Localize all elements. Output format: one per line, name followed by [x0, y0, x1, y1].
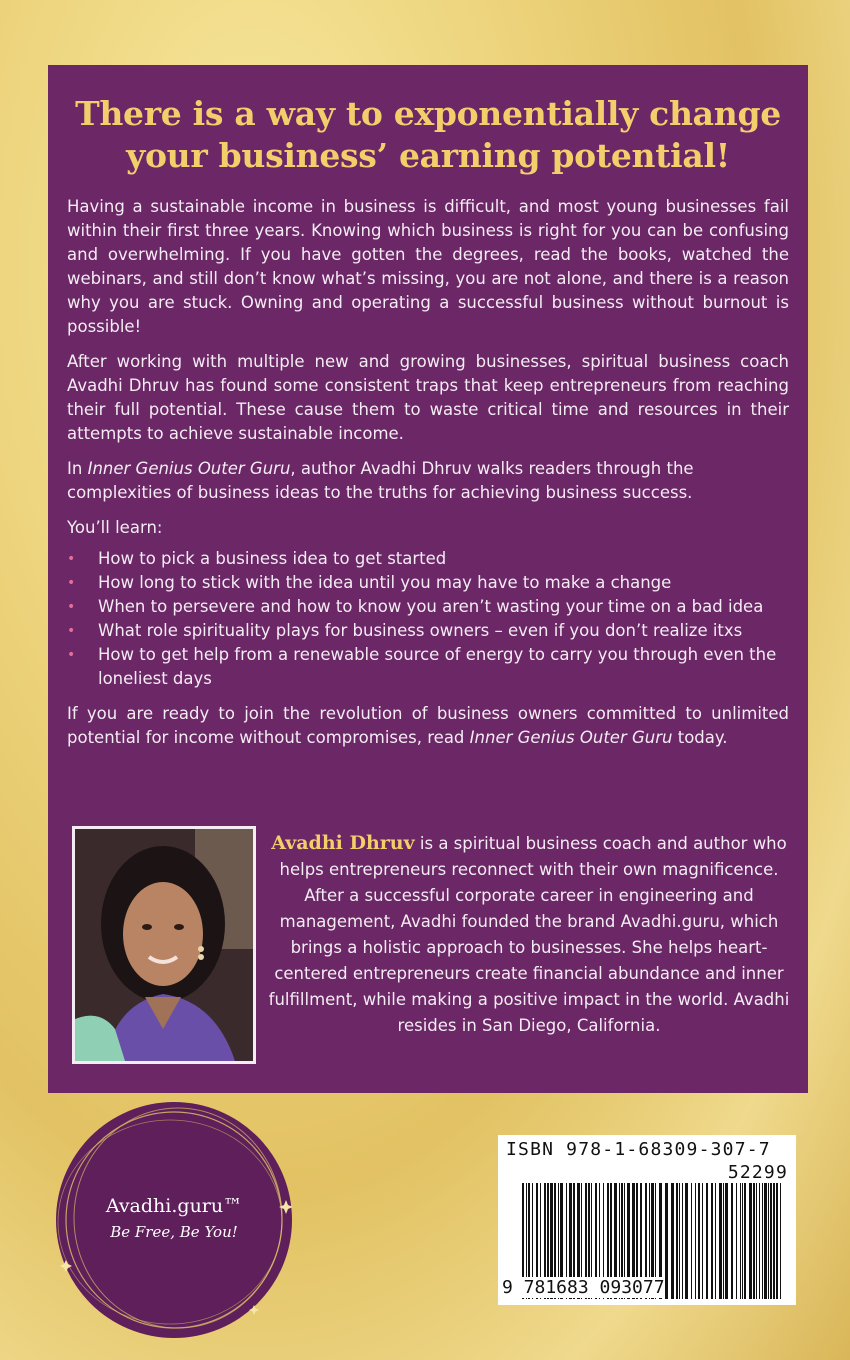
barcode-bar — [762, 1183, 763, 1299]
headline-line-2: your business’ earning potential! — [126, 136, 730, 175]
ean-digits-text: 9 781683 093077 — [502, 1277, 665, 1298]
list-item-text: When to persevere and how to know you aren’t wasting your time on a bad idea — [98, 597, 764, 616]
book-title: Inner Genius Outer Guru — [87, 459, 291, 478]
author-portrait-illustration — [75, 829, 253, 1061]
author-bio — [268, 830, 790, 1039]
isbn-barcode — [498, 1135, 796, 1305]
barcode-bar — [770, 1183, 772, 1299]
barcode-bar — [756, 1183, 757, 1299]
barcode-bar — [711, 1183, 713, 1299]
barcode-bar — [665, 1183, 668, 1299]
ean-digits — [502, 1277, 665, 1298]
list-item — [67, 619, 789, 643]
barcode-bar — [698, 1183, 700, 1299]
barcode-bar — [691, 1183, 692, 1299]
text-fragment: If you are ready to join the revolution of business owners committed to unlimited potential for income without compromises, read — [67, 704, 789, 747]
author-name: Avadhi Dhruv — [271, 832, 415, 854]
barcode-bar — [695, 1183, 696, 1299]
learning-list — [67, 547, 789, 691]
bullet-icon: • — [67, 623, 76, 639]
book-title: Inner Genius Outer Guru — [469, 728, 673, 747]
barcode-bar — [764, 1183, 767, 1299]
paragraph-book-summary — [67, 457, 789, 505]
barcode-bar — [715, 1183, 716, 1299]
list-item-text: How long to stick with the idea until you may have to make a change — [98, 573, 672, 592]
barcode-bar — [776, 1183, 778, 1299]
barcode-bar — [682, 1183, 683, 1299]
brand-logo-text — [54, 1100, 294, 1340]
barcode-bar — [676, 1183, 678, 1299]
barcode-bar — [753, 1183, 755, 1299]
list-item-text: How to pick a business idea to get started — [98, 549, 447, 568]
barcode-bar — [702, 1183, 703, 1299]
text-fragment: , author Avadhi Dhruv walks readers through the complexities of business ideas to the truths for achieving business success. — [67, 459, 694, 502]
brand-tagline: Be Free, Be You! — [110, 1223, 238, 1241]
barcode-bar — [768, 1183, 769, 1299]
price-code: 52299 — [727, 1162, 788, 1183]
isbn-number: ISBN 978-1-68309-307-7 — [506, 1139, 771, 1160]
paragraph-traps: After working with multiple new and growing businesses, spiritual business coach Avadhi Dhruv has found some consistent traps that keep entrepreneurs from reaching their full potential. These cause them to waste critical time and resources in their attempts to achieve sustainable income. — [67, 352, 789, 443]
barcode-bar — [685, 1183, 688, 1299]
barcode-bar — [749, 1183, 752, 1299]
author-bio-text: is a spiritual business coach and author who helps entrepreneurs reconnect with their own magnificence. After a successful corporate career in engineering and management, Avadhi founded the brand Avadhi.guru, which brings a holistic approach to businesses. She helps heart-centered entrepreneurs create financial abundance and inner fulfillment, while making a positive impact in the world. Avadhi resides in San Diego, California. — [268, 834, 790, 1035]
list-item — [67, 643, 789, 691]
barcode-bar — [742, 1183, 743, 1299]
blurb — [67, 195, 789, 761]
barcode-bar — [679, 1183, 680, 1299]
list-item-text: How to get help from a renewable source of energy to carry you through even the loneliest days — [98, 645, 777, 688]
author-photo — [72, 826, 256, 1064]
list-item — [67, 547, 789, 571]
barcode-bar — [723, 1183, 724, 1299]
list-item — [67, 571, 789, 595]
list-item — [67, 595, 789, 619]
barcode-bar — [744, 1183, 746, 1299]
brand-name: Avadhi.guru™ — [105, 1195, 243, 1217]
paragraph-call-to-action — [67, 702, 789, 750]
barcode-bar — [740, 1183, 741, 1299]
barcode-bar — [780, 1183, 781, 1299]
paragraph-intro: Having a sustainable income in business is difficult, and most young businesses fail within their first three years. Knowing which business is right for you can be confusing and overwhelming. If you have gotten the degrees, read the books, watched the webinars, and still don’t know what’s missing, you are not alone, and there is a reason why you are stuck. Owning and operating a successful business without burnout is possible! — [67, 197, 789, 336]
barcode-bar — [706, 1183, 708, 1299]
text-fragment: In — [67, 459, 88, 478]
barcode-bar — [773, 1183, 775, 1299]
barcode-bar — [731, 1183, 733, 1299]
barcode-bar — [671, 1183, 674, 1299]
bullet-icon: • — [67, 647, 76, 663]
bullet-icon: • — [67, 575, 76, 591]
description-panel — [48, 65, 808, 1093]
text-fragment: today. — [672, 728, 728, 747]
bullet-icon: • — [67, 599, 76, 615]
barcode-bar — [736, 1183, 737, 1299]
barcode-bar — [725, 1183, 728, 1299]
headline — [48, 93, 808, 177]
learn-intro: You’ll learn: — [67, 518, 163, 537]
bullet-icon: • — [67, 551, 76, 567]
barcode-bar — [759, 1183, 760, 1299]
list-item-text: What role spirituality plays for business owners – even if you don’t realize itxs — [98, 621, 743, 640]
headline-line-1: There is a way to exponentially change — [75, 94, 781, 133]
barcode-bar — [719, 1183, 722, 1299]
